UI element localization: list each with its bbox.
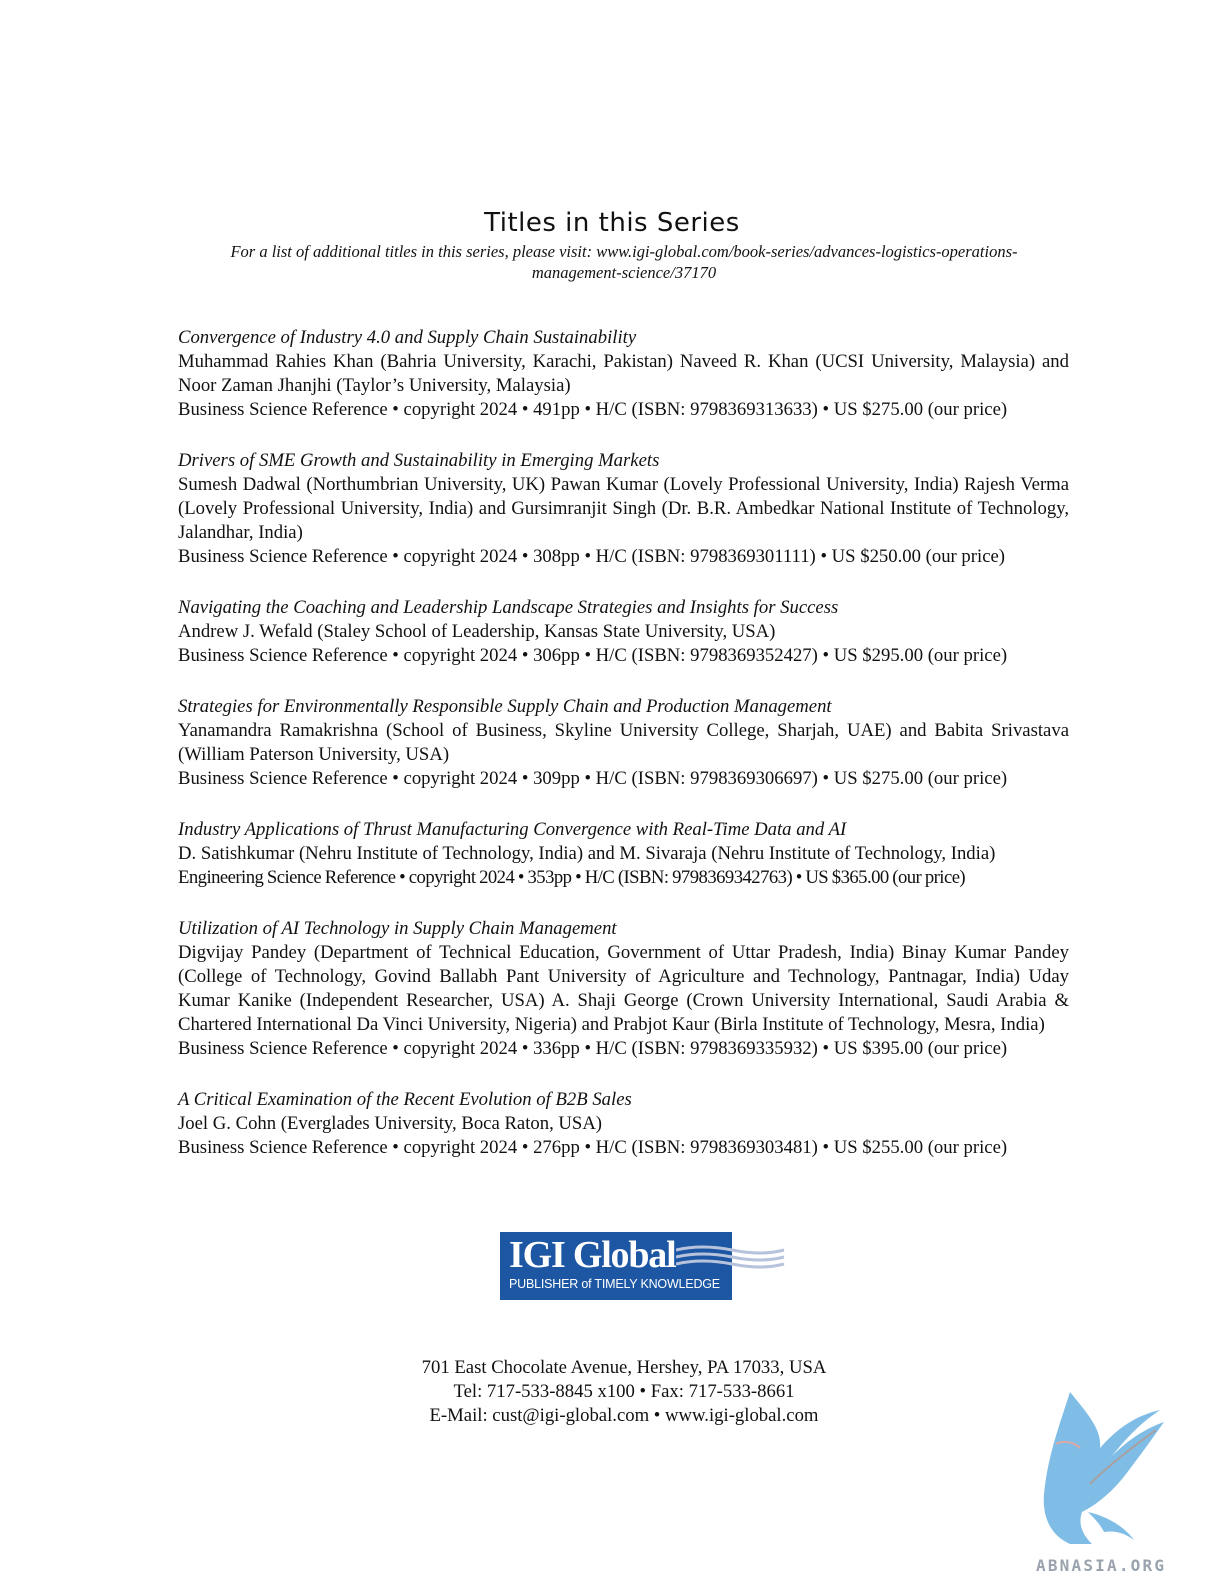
book-entry bbox=[178, 917, 1069, 1061]
watermark-text: ABNASIA.ORG bbox=[1036, 1556, 1167, 1575]
griffin-icon bbox=[1030, 1384, 1170, 1554]
address-email: E-Mail: cust@igi-global.com • www.igi-global.com bbox=[429, 1405, 819, 1426]
address-phone: Tel: 717-533-8845 x100 • Fax: 717-533-8661 bbox=[453, 1381, 795, 1402]
series-url-line-2: management-science/37170 bbox=[531, 263, 717, 282]
book-list bbox=[178, 326, 1069, 1187]
book-authors: Muhammad Rahies Khan (Bahria University, Karachi, Pakistan) Naveed R. Khan (UCSI University, Malaysia) and Noor Zaman Jhanjhi (Taylor’s University, Malaysia) bbox=[178, 351, 1069, 396]
book-title: Navigating the Coaching and Leadership Landscape Strategies and Insights for Success bbox=[178, 597, 839, 618]
book-entry bbox=[178, 326, 1069, 422]
book-title: Industry Applications of Thrust Manufacturing Convergence with Real-Time Data and AI bbox=[178, 819, 847, 840]
book-entry bbox=[178, 695, 1069, 791]
book-title: Utilization of AI Technology in Supply Chain Management bbox=[178, 918, 617, 939]
address-street: 701 East Chocolate Avenue, Hershey, PA 17033, USA bbox=[421, 1357, 827, 1378]
logo-name: IGI Global bbox=[509, 1234, 676, 1276]
logo-waves-icon bbox=[676, 1244, 788, 1274]
book-details: Business Science Reference • copyright 2024 • 491pp • H/C (ISBN: 9798369313633) • US $275.00 (our price) bbox=[178, 399, 1008, 420]
book-authors: Digvijay Pandey (Department of Technical Education, Government of Uttar Pradesh, India) Binay Kumar Pandey (College of Technology, Govind Ballabh Pant University of Agriculture and Technology, Pantnagar, India) Uday Kumar Kanike (Independent Researcher, USA) A. Shaji George (Crown University International, Saudi Arabia & Chartered International Da Vinci University, Nigeria) and Prabjot Kaur (Birla Institute of Technology, Mesra, India) bbox=[178, 942, 1069, 1035]
book-title: Convergence of Industry 4.0 and Supply Chain Sustainability bbox=[178, 327, 637, 348]
book-entry bbox=[178, 596, 1069, 668]
series-url-line-1: For a list of additional titles in this series, please visit: www.igi-global.com/book-series/advances-logistics-operations- bbox=[230, 242, 1018, 261]
book-entry bbox=[178, 449, 1069, 569]
book-details: Business Science Reference • copyright 2024 • 308pp • H/C (ISBN: 9798369301111) • US $250.00 (our price) bbox=[178, 546, 1006, 567]
page-title: Titles in this Series bbox=[484, 208, 740, 238]
book-details: Business Science Reference • copyright 2024 • 276pp • H/C (ISBN: 9798369303481) • US $255.00 (our price) bbox=[178, 1137, 1008, 1158]
book-authors: D. Satishkumar (Nehru Institute of Technology, India) and M. Sivaraja (Nehru Institute of Technology, India) bbox=[178, 843, 996, 864]
book-authors: Joel G. Cohn (Everglades University, Boca Raton, USA) bbox=[178, 1113, 603, 1134]
book-title: A Critical Examination of the Recent Evolution of B2B Sales bbox=[178, 1089, 632, 1110]
book-title: Strategies for Environmentally Responsible Supply Chain and Production Management bbox=[178, 696, 832, 717]
book-details: Engineering Science Reference • copyright 2024 • 353pp • H/C (ISBN: 9798369342763) • US $365.00 (our price) bbox=[178, 867, 966, 888]
book-title: Drivers of SME Growth and Sustainability in Emerging Markets bbox=[178, 450, 660, 471]
book-details: Business Science Reference • copyright 2024 • 309pp • H/C (ISBN: 9798369306697) • US $275.00 (our price) bbox=[178, 768, 1008, 789]
series-url-note bbox=[180, 241, 1068, 283]
book-details: Business Science Reference • copyright 2024 • 336pp • H/C (ISBN: 9798369335932) • US $395.00 (our price) bbox=[178, 1038, 1008, 1059]
book-entry bbox=[178, 1088, 1069, 1160]
logo-tagline: PUBLISHER of TIMELY KNOWLEDGE bbox=[509, 1277, 720, 1291]
book-authors: Andrew J. Wefald (Staley School of Leadership, Kansas State University, USA) bbox=[178, 621, 776, 642]
book-authors: Yanamandra Ramakrishna (School of Business, Skyline University College, Sharjah, UAE) and Babita Srivastava (William Paterson University, USA) bbox=[178, 720, 1069, 765]
book-details: Business Science Reference • copyright 2024 • 306pp • H/C (ISBN: 9798369352427) • US $295.00 (our price) bbox=[178, 645, 1008, 666]
book-entry bbox=[178, 818, 1069, 890]
book-authors: Sumesh Dadwal (Northumbrian University, UK) Pawan Kumar (Lovely Professional University, India) Rajesh Verma (Lovely Professional University, India) and Gursimranjit Singh (Dr. B.R. Ambedkar National Institute of Technology, Jalandhar, India) bbox=[178, 474, 1069, 543]
